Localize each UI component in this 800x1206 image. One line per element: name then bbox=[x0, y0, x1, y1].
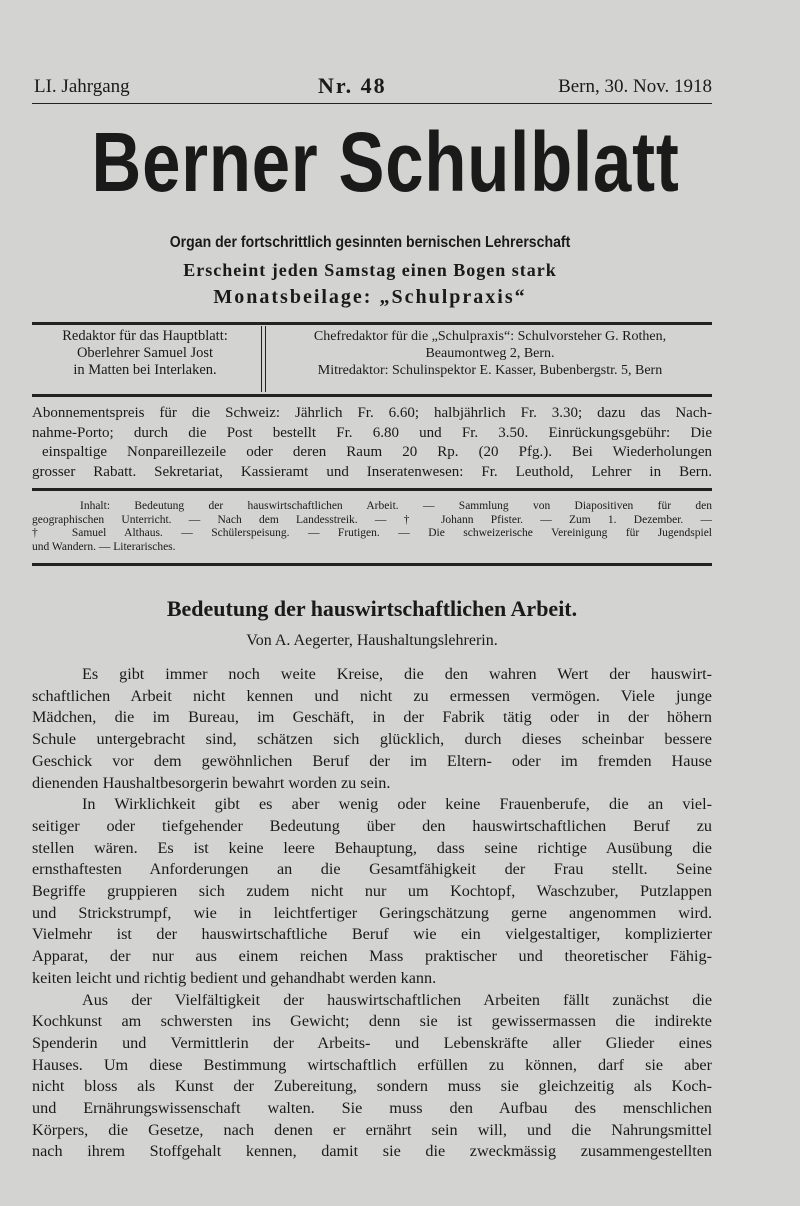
divider bbox=[32, 488, 712, 491]
article-line: Körpers, die Gesetze, nach denen er ernährt sein will, und die Nahrungsmittel bbox=[32, 1120, 712, 1139]
article-line: nach ihrem Stoffgehalt kennen, damit sie die zweckmässig zusammengestellten bbox=[32, 1142, 712, 1161]
article-line: keiten leicht und richtig bedient und gehandhabt werden kann. bbox=[32, 968, 437, 987]
editor-supplement-line: Chefredaktor für die „Schulpraxis“: Schulvorsteher G. Rothen, bbox=[313, 329, 667, 344]
divider bbox=[32, 394, 712, 397]
editor-main-line: Redaktor für das Hauptblatt: bbox=[62, 328, 228, 344]
article-line: Aus der Vielfältigkeit der hauswirtschaftlichen Arbeiten fällt zunächst die bbox=[82, 990, 712, 1009]
article-line: Apparat, der nur aus einem reichen Mass praktischer und theoretischer Fähig- bbox=[32, 947, 712, 966]
divider bbox=[32, 103, 712, 104]
contents bbox=[32, 500, 712, 554]
article-line: Spenderin und Vermittlerin der Arbeits- und Lebenskräfte aller Glieder eines bbox=[32, 1033, 712, 1052]
subscription-info bbox=[32, 404, 712, 482]
editor-main-line: in Matten bei Interlaken. bbox=[73, 362, 217, 378]
article-line: Mädchen, die im Bureau, im Geschäft, in der Fabrik tätig oder in der höhern bbox=[32, 708, 712, 727]
subscription-line: Abonnementspreis für die Schweiz: Jährlich Fr. 6.60; halbjährlich Fr. 3.30; dazu das Nach- bbox=[32, 405, 712, 421]
article-line: Schule untergebracht sind, schätzen sich glücklich, durch dieses scheinbar bessere bbox=[32, 730, 712, 749]
contents-line: † Samuel Althaus. — Schülerspeisung. — Frutigen. — Die schweizerische Vereinigung für Jugendspiel bbox=[32, 527, 712, 539]
article-line: In Wirklichkeit gibt es aber wenig oder keine Frauenberufe, die an viel- bbox=[82, 795, 712, 814]
article-title: Bedeutung der hauswirtschaftlichen Arbeit. bbox=[166, 596, 578, 621]
subscription-line: einspaltige Nonpareillezeile oder deren Raum 20 Rp. (20 Pfg.). Bei Wiederholungen bbox=[42, 444, 712, 460]
article-byline: Von A. Aegerter, Haushaltungslehrerin. bbox=[246, 632, 498, 649]
subtitle-supplement: Monatsbeilage: „Schulpraxis“ bbox=[213, 286, 527, 308]
article-line: Geschick vor dem gewöhnlichen Beruf der im Eltern- oder im fremden Hause bbox=[32, 751, 712, 770]
article-line: und Strickstrumpf, wie in leichtfertiger Geringschätzung gerne angenommen wird. bbox=[32, 903, 712, 922]
editor-supplement bbox=[268, 328, 712, 379]
divider bbox=[32, 322, 712, 325]
article-line: ernsthaftesten Anforderungen an die Gesamtfähigkeit der Frau stellt. Seine bbox=[32, 860, 712, 879]
column-divider bbox=[261, 326, 266, 392]
issue-date: Bern, 30. Nov. 1918 bbox=[558, 76, 712, 97]
contents-line: und Wandern. — Literarisches. bbox=[32, 540, 176, 553]
divider bbox=[32, 563, 712, 566]
editor-main-line: Oberlehrer Samuel Jost bbox=[76, 345, 214, 361]
article-line: und Ernährungswissenschaft walten. Sie muss den Aufbau des menschlichen bbox=[32, 1099, 712, 1118]
newspaper-title: Berner Schulblatt bbox=[91, 115, 680, 209]
article-line: Vielmehr ist der hauswirtschaftliche Beruf wie ein vielgestaltiger, komplizierter bbox=[32, 925, 712, 944]
article-line: Hauses. Um diese Bestimmung wirtschaftlich erfüllen zu können, darf sie aber bbox=[32, 1055, 712, 1074]
volume-label: LI. Jahrgang bbox=[34, 76, 130, 97]
subtitle-schedule: Erscheint jeden Samstag einen Bogen stark bbox=[183, 260, 557, 280]
editor-supplement-line: Beaumontweg 2, Bern. bbox=[425, 346, 555, 361]
article-line: Kochkunst am schwersten ins Gewicht; denn sie ist gewissermassen die indirekte bbox=[32, 1012, 712, 1031]
article-body bbox=[32, 664, 712, 1163]
subtitle-organ: Organ der fortschrittlich gesinnten bernischen Lehrerschaft bbox=[169, 234, 571, 251]
article-line: Es gibt immer noch weite Kreise, die den wahren Wert der hauswirt- bbox=[82, 665, 712, 683]
article-line: Begriffe gruppieren sich zudem nicht nur um Kochtopf, Waschzuber, Putzlappen bbox=[32, 882, 712, 901]
article-line: schaftlichen Arbeit nicht kennen und nicht zu ermessen vermögen. Viele junge bbox=[32, 686, 712, 705]
editor-main bbox=[32, 328, 258, 379]
editor-supplement-line: Mitredaktor: Schulinspektor E. Kasser, Bubenbergstr. 5, Bern bbox=[317, 363, 663, 378]
article-line: nicht bloss als Kunst der Zubereitung, sondern muss sie gleichzeitig als Koch- bbox=[32, 1077, 712, 1096]
subscription-line: grosser Rabatt. Sekretariat, Kassieramt und Inseratenwesen: Fr. Leuthold, Lehrer in Bern. bbox=[32, 463, 712, 480]
article-line: stellen wären. Es ist keine leere Behauptung, dass seine richtige Ausübung die bbox=[32, 838, 712, 857]
article-line: seitiger oder tiefgehender Bedeutung über den hauswirtschaftlichen Beruf zu bbox=[32, 816, 712, 835]
contents-line: geographischen Unterricht. — Nach dem Landesstreik. — † Johann Pfister. — Zum 1. Dezember. — bbox=[32, 513, 712, 526]
subscription-line: nahme-Porto; durch die Post bestellt Fr. 6.80 und Fr. 3.50. Einrückungsgebühr: Die bbox=[32, 424, 712, 441]
article-line: dienenden Haushaltbesorgerin bewahrt worden zu sein. bbox=[32, 773, 391, 792]
contents-line: Inhalt: Bedeutung der hauswirtschaftlichen Arbeit. — Sammlung von Diapositiven für den bbox=[80, 500, 712, 512]
issue-number: Nr. 48 bbox=[318, 73, 387, 98]
